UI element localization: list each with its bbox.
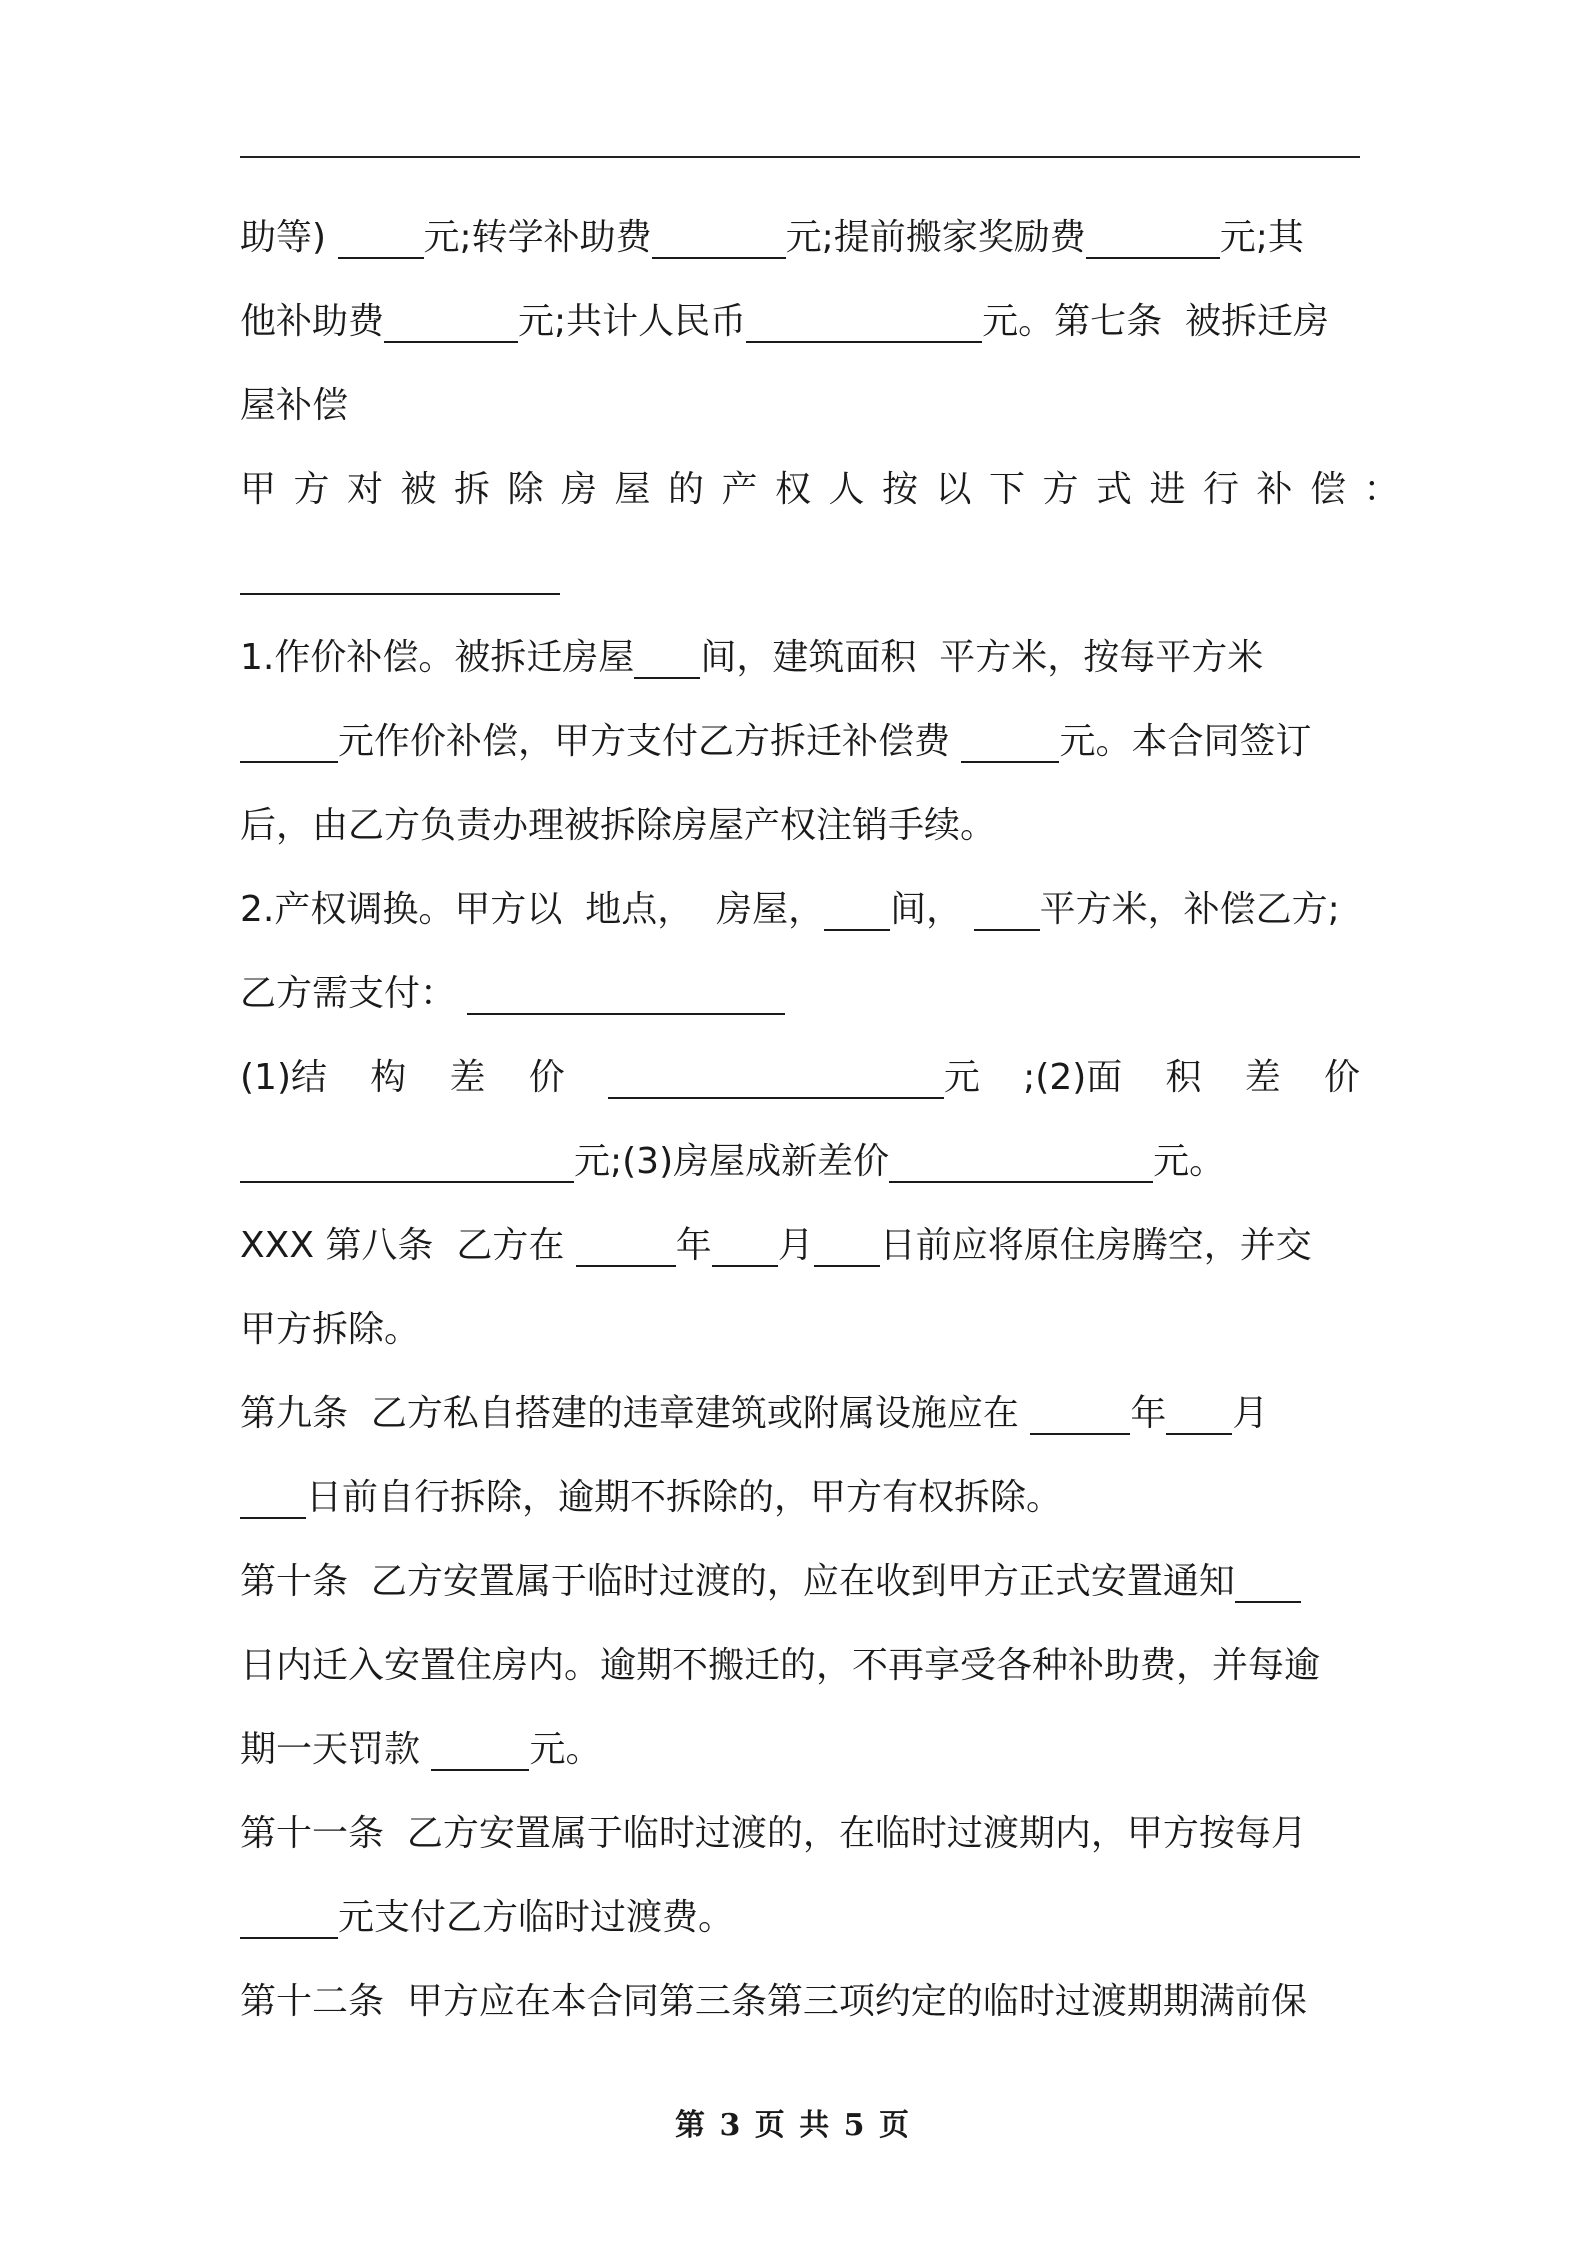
page-footer: 第 3 页 共 5 页: [675, 2108, 911, 2143]
fill-blank: [1030, 1393, 1130, 1435]
fill-blank: [338, 217, 424, 259]
body-line-16: 日前自行拆除，逾期不拆除的，甲方有权拆除。: [240, 1456, 1360, 1540]
fill-blank: [240, 721, 338, 763]
fill-blank: [1166, 1393, 1232, 1435]
fill-blank: [634, 637, 700, 679]
fill-blank: [240, 1141, 574, 1183]
document-body: [240, 196, 1418, 2044]
fill-blank: [240, 1477, 306, 1519]
body-line-6: 1.作价补偿。被拆迁房屋 间，建筑面积 平方米，按每平方米: [240, 637, 1264, 678]
fill-blank: [652, 217, 786, 259]
fill-blank: [712, 1225, 778, 1267]
body-line-2: 他补助费 元;共计人民币 元。第七条 被拆迁房: [240, 301, 1330, 342]
fill-blank: [961, 721, 1059, 763]
fill-blank: [814, 1225, 880, 1267]
body-line-3: 屋补偿: [240, 385, 349, 426]
body-line-12: 元;(3)房屋成新差价 元。: [240, 1120, 1360, 1204]
body-line-11: (1)结 构 差 价 元 ;(2)面 积 差 价: [240, 1057, 1360, 1098]
body-line-14: 甲方拆除。: [240, 1309, 421, 1350]
body-line-20: 第十一条 乙方安置属于临时过渡的，在临时过渡期内，甲方按每月: [240, 1813, 1307, 1854]
body-line-8: 后，由乙方负责办理被拆除房屋产权注销手续。: [240, 805, 997, 846]
fill-blank: [431, 1729, 529, 1771]
fill-blank: [746, 301, 982, 343]
fill-blank: [240, 553, 560, 595]
fill-blank: [824, 889, 890, 931]
fill-blank: [240, 1897, 338, 1939]
body-line-13: XXX 第八条 乙方在 年 月 日前应将原住房腾空，并交: [240, 1225, 1312, 1266]
fill-blank: [1235, 1561, 1301, 1603]
fill-blank: [974, 889, 1040, 931]
fill-blank: [608, 1057, 944, 1099]
fill-blank: [1086, 217, 1220, 259]
body-line-18: 日内迁入安置住房内。逾期不搬迁的，不再享受各种补助费，并每逾: [240, 1645, 1321, 1686]
header-rule: [240, 156, 1360, 158]
body-line-21: 元支付乙方临时过渡费。: [240, 1876, 1360, 1960]
fill-blank: [576, 1225, 676, 1267]
body-line-15: 第九条 乙方私自搭建的违章建筑或附属设施应在 年 月: [240, 1393, 1269, 1434]
body-line-17: 第十条 乙方安置属于临时过渡的，应在收到甲方正式安置通知: [240, 1540, 1360, 1624]
fill-blank: [889, 1141, 1153, 1183]
body-line-9: 2.产权调换。甲方以 地点， 房屋， 间， 平方米，补偿乙方;: [240, 889, 1340, 930]
body-line-19: 期一天罚款 元。: [240, 1729, 602, 1770]
fill-blank: [384, 301, 518, 343]
body-line-4: 甲方对被拆除房屋的产权人按以下方式进行补偿：: [240, 469, 1418, 510]
fill-blank: [467, 973, 785, 1015]
body-line-7: 元作价补偿，甲方支付乙方拆迁补偿费 元。本合同签订: [240, 700, 1360, 784]
body-line-1: 助等) 元;转学补助费 元;提前搬家奖励费 元;其: [240, 217, 1304, 258]
body-line-10: 乙方需支付：: [240, 952, 1360, 1036]
body-line-5: [240, 532, 1360, 616]
body-line-22: 第十二条 甲方应在本合同第三条第三项约定的临时过渡期期满前保: [240, 1981, 1307, 2022]
